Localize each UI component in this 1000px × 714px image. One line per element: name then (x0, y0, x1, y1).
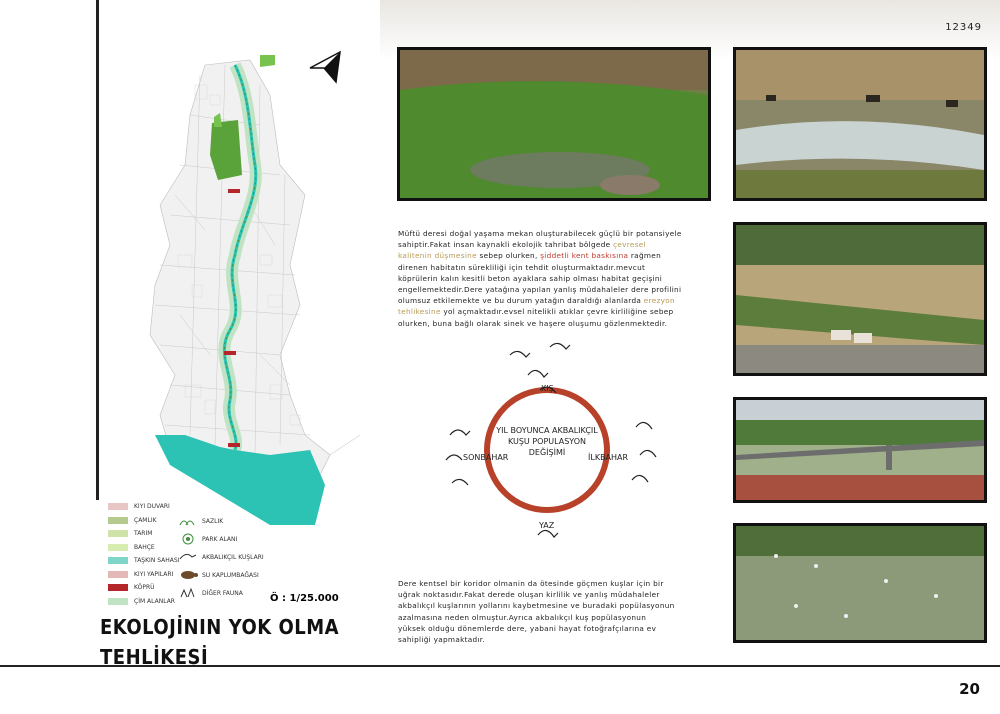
text-line: uğrak noktasıdır.Fakat derede oluşan kirlilik ve yanlış müdahaleler (398, 590, 660, 600)
season-ilkbahar: İLKBAHAR (588, 453, 629, 462)
title-line-1: EKOLOJİNIN YOK OLMA (100, 615, 340, 639)
swatch-kiyi-duvari (108, 503, 128, 510)
text-line: yol açmaktadır.evsel nitelikli atıklar çevre kirliliğine sebep (440, 307, 674, 317)
paragraph-herons (398, 578, 733, 645)
highlight-kalite: kalitenin düşmesine (398, 251, 477, 261)
text-line: Müftü deresi doğal yaşama mekan oluşturabilecek güçlü bir potansiyele (398, 229, 682, 238)
legend-label: ÇİM ALANLAR (134, 597, 175, 605)
legend-label: TAŞKIN SAHASI (134, 557, 180, 565)
highlight-cevresel: çevresel (613, 240, 646, 250)
center-line: YIL BOYUNCA AKBALIKÇIL (496, 426, 598, 435)
photo-stream-grass (397, 47, 711, 201)
site-plan-map (130, 55, 370, 525)
swatch-taskin-sahasi (108, 557, 128, 564)
sheet-id: 12349 (945, 22, 982, 33)
text-line: olumsuz etkilemekte ve bu durum yatağın daraldığı alanlarda (398, 296, 644, 306)
center-line: KUŞU POPULASYON (507, 437, 587, 446)
highlight-erezyon: erezyon (643, 296, 675, 306)
tree-icon (178, 533, 198, 545)
legend-label: KIYI DUVARI (134, 503, 170, 511)
page-title (100, 612, 339, 672)
text-line: engellemektedir.Dere yatağına yapılan yanlış müdahaleler dere profilini (398, 285, 682, 295)
legend-label: KIYI YAPILARI (134, 570, 174, 578)
legend-label: BAHÇE (134, 543, 155, 551)
text-line: azalmasına neden olmuştur.Ayrıca akbalıkçıl kuş popülasyonun (398, 612, 647, 622)
text-line: olurken, buna bağlı olarak sinek ve haşere oluşumu gözlenmektedir. (398, 318, 668, 328)
season-yaz: YAZ (539, 521, 555, 530)
swatch-camlik (108, 517, 128, 524)
photo-grazing-animals (733, 47, 987, 201)
legend-label: ÇAMLIK (134, 516, 157, 524)
swatch-kopru (108, 584, 128, 591)
text-line: köprülerin kalın kesitli beton ayaklara sahip olması habitat geçişini (398, 273, 663, 283)
legend-label: SAZLIK (202, 517, 224, 525)
photo-horses-riverbed (733, 222, 987, 376)
cycle-center-label (487, 425, 607, 458)
text-line: rağmen (628, 251, 662, 261)
photo-pedestrian-bridge (733, 397, 987, 503)
season-kis: KIŞ (541, 384, 554, 393)
reed-icon (178, 516, 198, 526)
north-arrow-icon (306, 48, 346, 88)
highlight-kent-baskisi: şiddetli kent baskısına (540, 251, 629, 261)
fauna-icon (178, 587, 198, 599)
season-sonbahar: SONBAHAR (463, 453, 509, 462)
legend-label: TARIM (134, 530, 153, 538)
text-line: Dere kentsel bir koridor olmanin da ötesinde göçmen kuşlar için bir (398, 579, 664, 588)
highlight-tehlike: tehlikesine (398, 307, 441, 317)
text-line: sebep olurken, (476, 251, 541, 261)
text-line: yüksek olduğu dönemlerde dere, yabani hayat fotoğrafçılarına ev (398, 623, 657, 633)
swatch-tarim (108, 530, 128, 537)
center-line: DEĞİŞİMİ (528, 448, 566, 457)
page-number: 20 (959, 680, 980, 698)
legend-label: KÖPRÜ (134, 584, 155, 592)
paragraph-degradation (398, 228, 733, 329)
swatch-bahce (108, 544, 128, 551)
photo-herons-water (733, 523, 987, 643)
legend-right (178, 512, 264, 602)
legend-label: PARK ALANI (202, 535, 238, 543)
text-line: sahiptir.Fakat insan kaynakli ekolojik tahribat bölgede (398, 240, 614, 250)
title-line-2: TEHLİKESİ (100, 645, 209, 669)
vertical-rule (96, 0, 99, 500)
legend-label: DİĞER FAUNA (202, 589, 243, 597)
legend-left (108, 500, 179, 608)
legend-label: SU KAPLUMBAĞASI (202, 571, 259, 579)
legend-label: AKBALIKÇIL KUŞLARI (202, 553, 264, 561)
text-line: akbalıkçıl kuşlarının yollarını kaybetmesine ve buradaki popülasyonun (398, 601, 675, 611)
turtle-icon (178, 569, 198, 581)
text-line: direnen habitatın sürekliliği için tehdit oluşturmaktadır.mevcut (398, 262, 646, 272)
swatch-cim-alanlar (108, 598, 128, 605)
map-scale: Ö : 1/25.000 (270, 593, 339, 604)
text-line: sahipliği yapmaktadır. (398, 635, 486, 645)
swatch-kiyi-yapilari (108, 571, 128, 578)
heron-icon (178, 551, 198, 563)
